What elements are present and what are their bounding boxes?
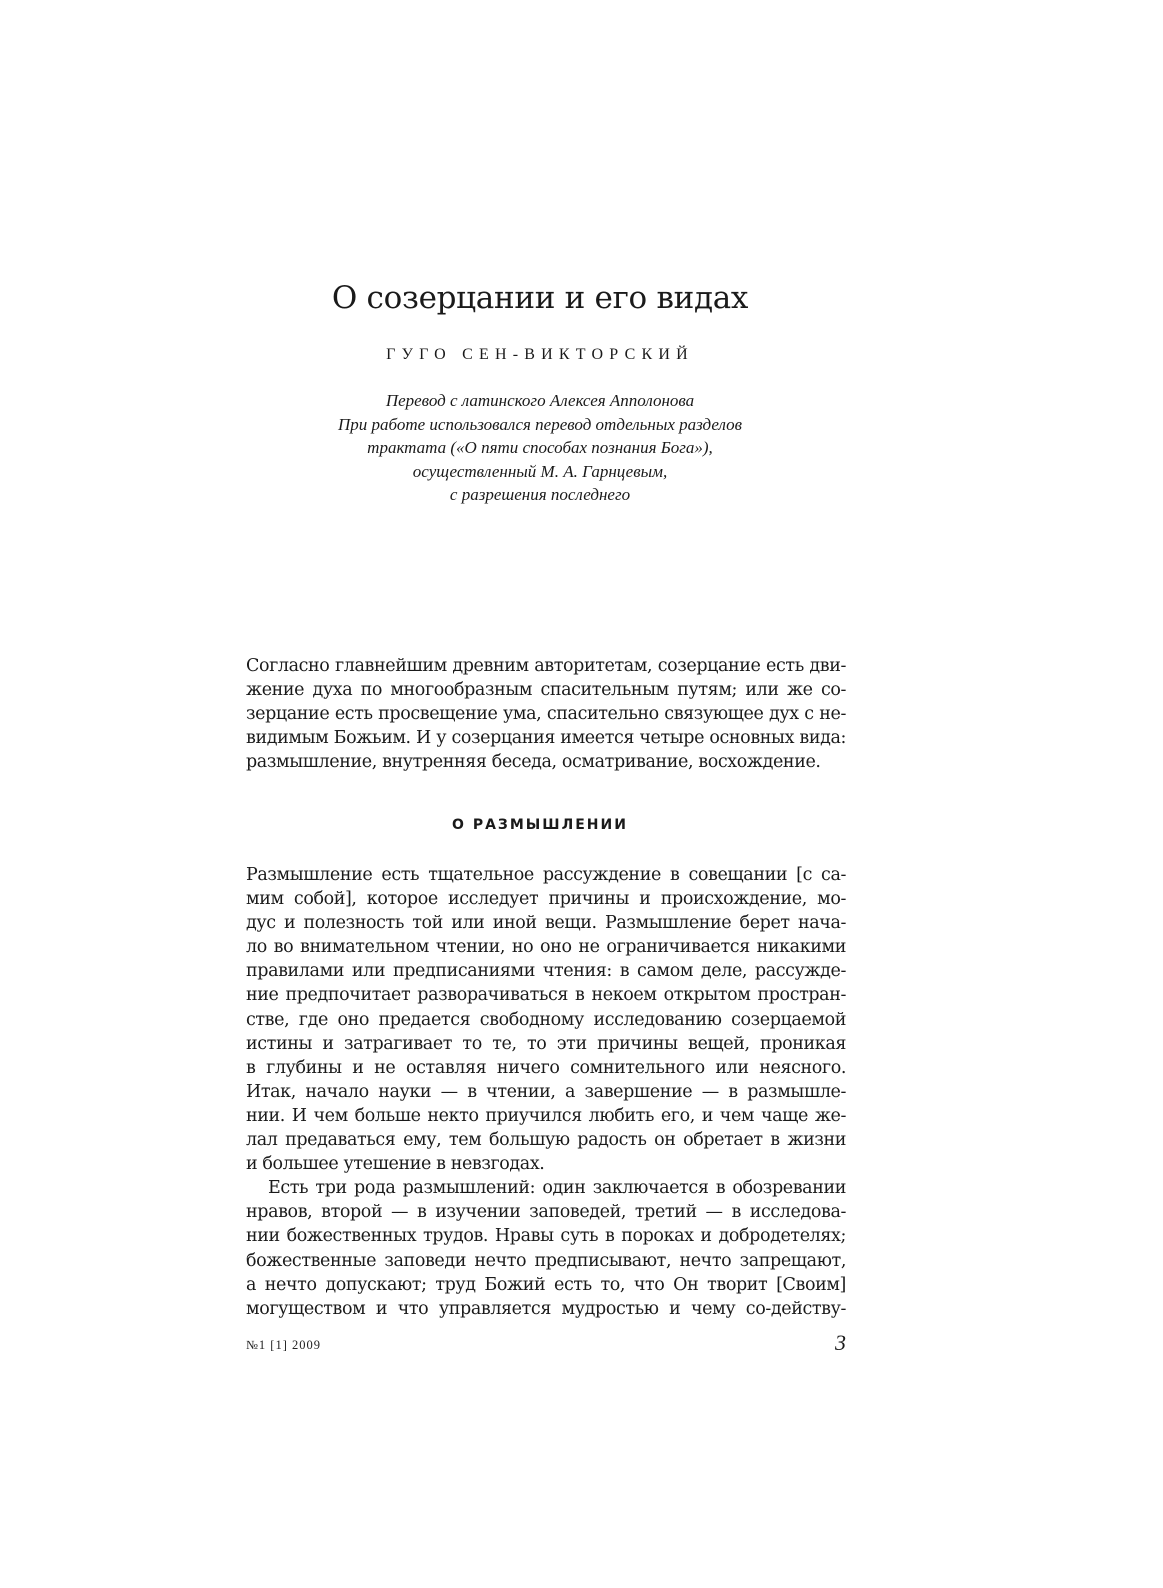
text-line: Итак, начало науки — в чтении, а завершение — в размышле- (246, 1081, 846, 1102)
text-line: ло во внимательном чтении, но оно не ограничивается никакими (246, 937, 846, 958)
translator-note-line: осуществленный М. А. Гарнцевым, (412, 461, 668, 481)
text-line: Есть три рода размышлений: один заключается в обозревании (268, 1178, 846, 1199)
text-line: и большее утешение в невзгодах. (246, 1154, 545, 1175)
translator-note-line: трактата («О пяти способах познания Бога»), (367, 438, 713, 457)
text-line: истины и затрагивает то те, то эти причины вещей, проникая (246, 1033, 846, 1054)
text-line: видимым Божьим. И у созерцания имеется четыре основных вида: (246, 728, 846, 749)
text-line: зерцание есть просвещение ума, спасительно связующее дух с не- (246, 704, 846, 725)
section-body (246, 863, 846, 1321)
text-line: могуществом и что управляется мудростью и чему со-действу- (246, 1298, 846, 1319)
issue-label: №1 [1] 2009 (246, 1338, 322, 1352)
intro-paragraph (246, 654, 846, 774)
text-line: нравов, второй — в изучении заповедей, третий — в исследова- (246, 1202, 846, 1223)
text-line: Согласно главнейшим древним авторитетам, созерцание есть дви- (246, 656, 846, 676)
translator-note-line: с разрешения последнего (449, 485, 631, 504)
translator-note-line: При работе использовался перевод отдельных разделов (338, 414, 742, 434)
text-line: мим собой], которое исследует причины и происхождение, мо- (246, 889, 846, 910)
text-line: а нечто допускают; труд Божий есть то, что Он творит [Своим] (246, 1274, 846, 1295)
text-line: лал предаваться ему, тем большую радость он обретает в жизни (246, 1130, 846, 1151)
translator-note (0, 389, 1080, 507)
text-line: дус и полезность той или иной вещи. Размышление берет нача- (246, 913, 846, 934)
article-author: ГУГО СЕН-ВИКТОРСКИЙ (386, 346, 694, 363)
translator-note-line: Перевод с латинского Алексея Апполонова (385, 391, 695, 410)
text-line: стве, где оно предается свободному исследованию созерцаемой (246, 1009, 846, 1030)
text-line: ние предпочитает разворачиваться в некоем открытом простран- (246, 985, 846, 1006)
text-line: нии божественных трудов. Нравы суть в пороках и добродетелях; (246, 1226, 846, 1247)
section-heading: О РАЗМЫШЛЕНИИ (452, 817, 628, 833)
text-line: правилами или предписаниями чтения: в самом деле, рассужде- (246, 961, 846, 982)
text-line: Размышление есть тщательное рассуждение в совещании [с са- (246, 865, 846, 885)
article-title: О созерцании и его видах (331, 280, 749, 316)
text-line: жение духа по многообразным спасительным путям; или же со- (246, 680, 846, 701)
text-line: размышление, внутренняя беседа, осматривание, восхождение. (246, 752, 821, 773)
text-line: нии. И чем больше некто приучился любить его, и чем чаще же- (246, 1105, 846, 1126)
text-line: в глубины и не оставляя ничего сомнительного или неясного. (246, 1057, 846, 1078)
text-line: божественные заповеди нечто предписывают, нечто запрещают, (246, 1250, 846, 1271)
page-number: 3 (835, 1330, 846, 1355)
